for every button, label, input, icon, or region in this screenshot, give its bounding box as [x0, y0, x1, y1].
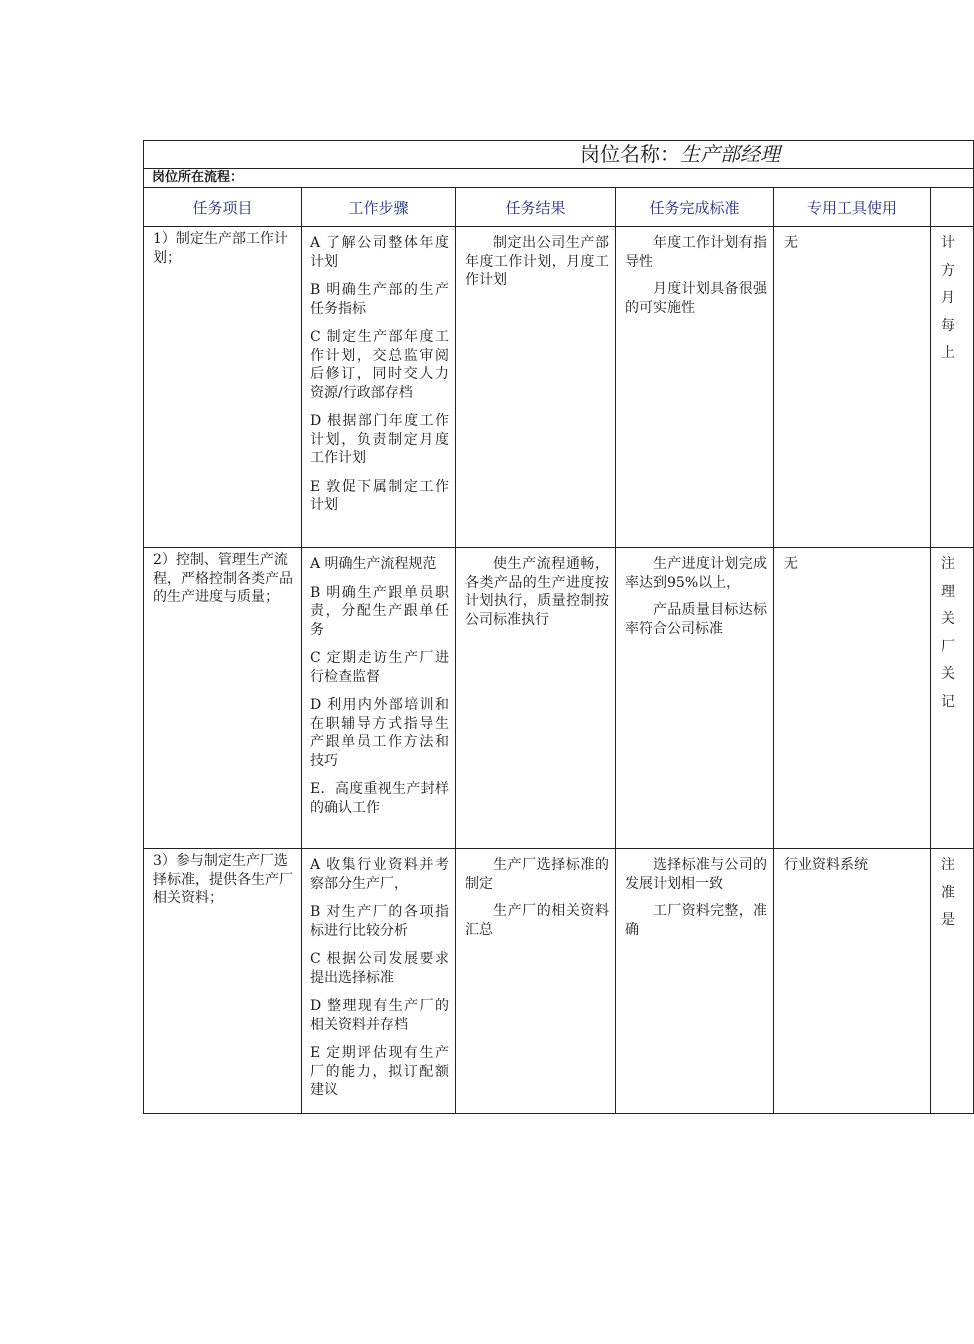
truncated-text: 上 [941, 345, 955, 361]
work-step: E 定期评估现有生产厂的能力，拟订配额建议 [310, 1045, 449, 1098]
completion-standard-cell [616, 548, 774, 849]
task-item-text: 1）制定生产部工作计划； [153, 231, 288, 266]
work-step: B 明确生产部的生产任务指标 [310, 282, 449, 317]
truncated-text: 月 [941, 290, 955, 306]
work-steps-cell [302, 548, 456, 849]
table-body [144, 227, 974, 1114]
task-result-cell [456, 548, 616, 849]
truncated-text: 每 [941, 317, 955, 334]
completion-standard: 年度工作计划有指导性 [625, 235, 767, 270]
tool-cell [774, 849, 931, 1114]
truncated-text: 关 [941, 611, 955, 627]
task-result: 生产厂选择标准的制定 [465, 857, 609, 892]
tool-cell [774, 227, 931, 548]
work-step: B 对生产厂的各项指标进行比较分析 [310, 904, 449, 939]
truncated-text: 准 [941, 884, 955, 901]
work-step: D 利用内外部培训和在职辅导方式指导生产跟单员工作方法和技巧 [310, 697, 449, 769]
task-item-text: 2）控制、管理生产流程，严格控制各类产品的生产进度与质量； [153, 552, 293, 605]
completion-standard-cell [616, 227, 774, 548]
completion-standard: 工厂资料完整，准确 [625, 903, 767, 938]
work-step: D 根据部门年度工作计划，负责制定月度工作计划 [310, 413, 449, 466]
header-completion-standard: 任务完成标准 [616, 188, 774, 227]
table-row [144, 227, 974, 548]
completion-standard: 月度计划具备很强的可实施性 [625, 281, 767, 316]
truncated-text: 厂 [941, 638, 955, 655]
job-title-label: 岗位名称： [580, 142, 680, 166]
tool-text: 行业资料系统 [784, 857, 868, 873]
title-cell [144, 141, 974, 169]
job-title-value: 生产部经理 [680, 142, 780, 166]
header-row [144, 188, 974, 227]
truncated-cell [931, 227, 974, 548]
task-item-cell [144, 548, 302, 849]
work-step: D 整理现有生产厂的相关资料并存档 [310, 998, 449, 1033]
task-result-cell [456, 849, 616, 1114]
table-row [144, 849, 974, 1114]
truncated-text: 注 [941, 556, 955, 572]
task-result-cell [456, 227, 616, 548]
work-step: A 明确生产流程规范 [310, 556, 437, 572]
work-step: A 收集行业资料并考察部分生产厂， [310, 857, 449, 892]
work-step: C 制定生产部年度工作计划，交总监审阅后修订，同时交人力资源/行政部存档 [310, 329, 449, 401]
work-step: A 了解公司整体年度计划 [310, 235, 449, 270]
work-step: E．高度重视生产封样的确认工作 [310, 781, 449, 816]
task-item-text: 3）参与制定生产厂选择标准，提供各生产厂相关资料； [153, 853, 293, 906]
process-label: 岗位所在流程： [144, 169, 974, 188]
header-tools: 专用工具使用 [774, 188, 931, 227]
work-step: C 根据公司发展要求提出选择标准 [310, 951, 449, 986]
work-steps-cell [302, 849, 456, 1114]
work-step: E 敦促下属制定工作计划 [310, 478, 449, 513]
task-result: 制定出公司生产部年度工作计划，月度工作计划 [465, 235, 609, 288]
job-task-table [143, 140, 974, 1114]
process-row [144, 169, 974, 188]
truncated-text: 注 [941, 857, 955, 873]
truncated-text: 是 [941, 912, 955, 928]
truncated-text: 关 [941, 666, 955, 682]
work-steps-cell [302, 227, 456, 548]
header-truncated [931, 188, 974, 227]
completion-standard: 选择标准与公司的发展计划相一致 [625, 857, 767, 892]
truncated-text: 方 [941, 262, 955, 279]
table-row [144, 548, 974, 849]
job-description-document [143, 140, 973, 1114]
task-result: 生产厂的相关资料汇总 [465, 903, 609, 938]
completion-standard: 产品质量目标达标率符合公司标准 [625, 602, 767, 637]
completion-standard-cell [616, 849, 774, 1114]
completion-standard: 生产进度计划完成率达到95%以上， [625, 556, 767, 591]
truncated-text: 计 [941, 235, 955, 251]
header-work-steps: 工作步骤 [302, 188, 456, 227]
task-item-cell [144, 849, 302, 1114]
header-task-item: 任务项目 [144, 188, 302, 227]
title-row [144, 141, 974, 169]
truncated-cell [931, 849, 974, 1114]
header-task-result: 任务结果 [456, 188, 616, 227]
tool-text: 无 [784, 235, 798, 251]
task-result: 使生产流程通畅，各类产品的生产进度按计划执行，质量控制按公司标准执行 [465, 556, 609, 628]
work-step: C 定期走访生产厂进行检查监督 [310, 650, 449, 685]
work-step: B 明确生产跟单员职责，分配生产跟单任务 [310, 584, 449, 638]
truncated-text: 理 [941, 583, 955, 600]
tool-cell [774, 548, 931, 849]
task-item-cell [144, 227, 302, 548]
tool-text: 无 [784, 556, 798, 572]
truncated-cell [931, 548, 974, 849]
truncated-text: 记 [941, 693, 955, 710]
